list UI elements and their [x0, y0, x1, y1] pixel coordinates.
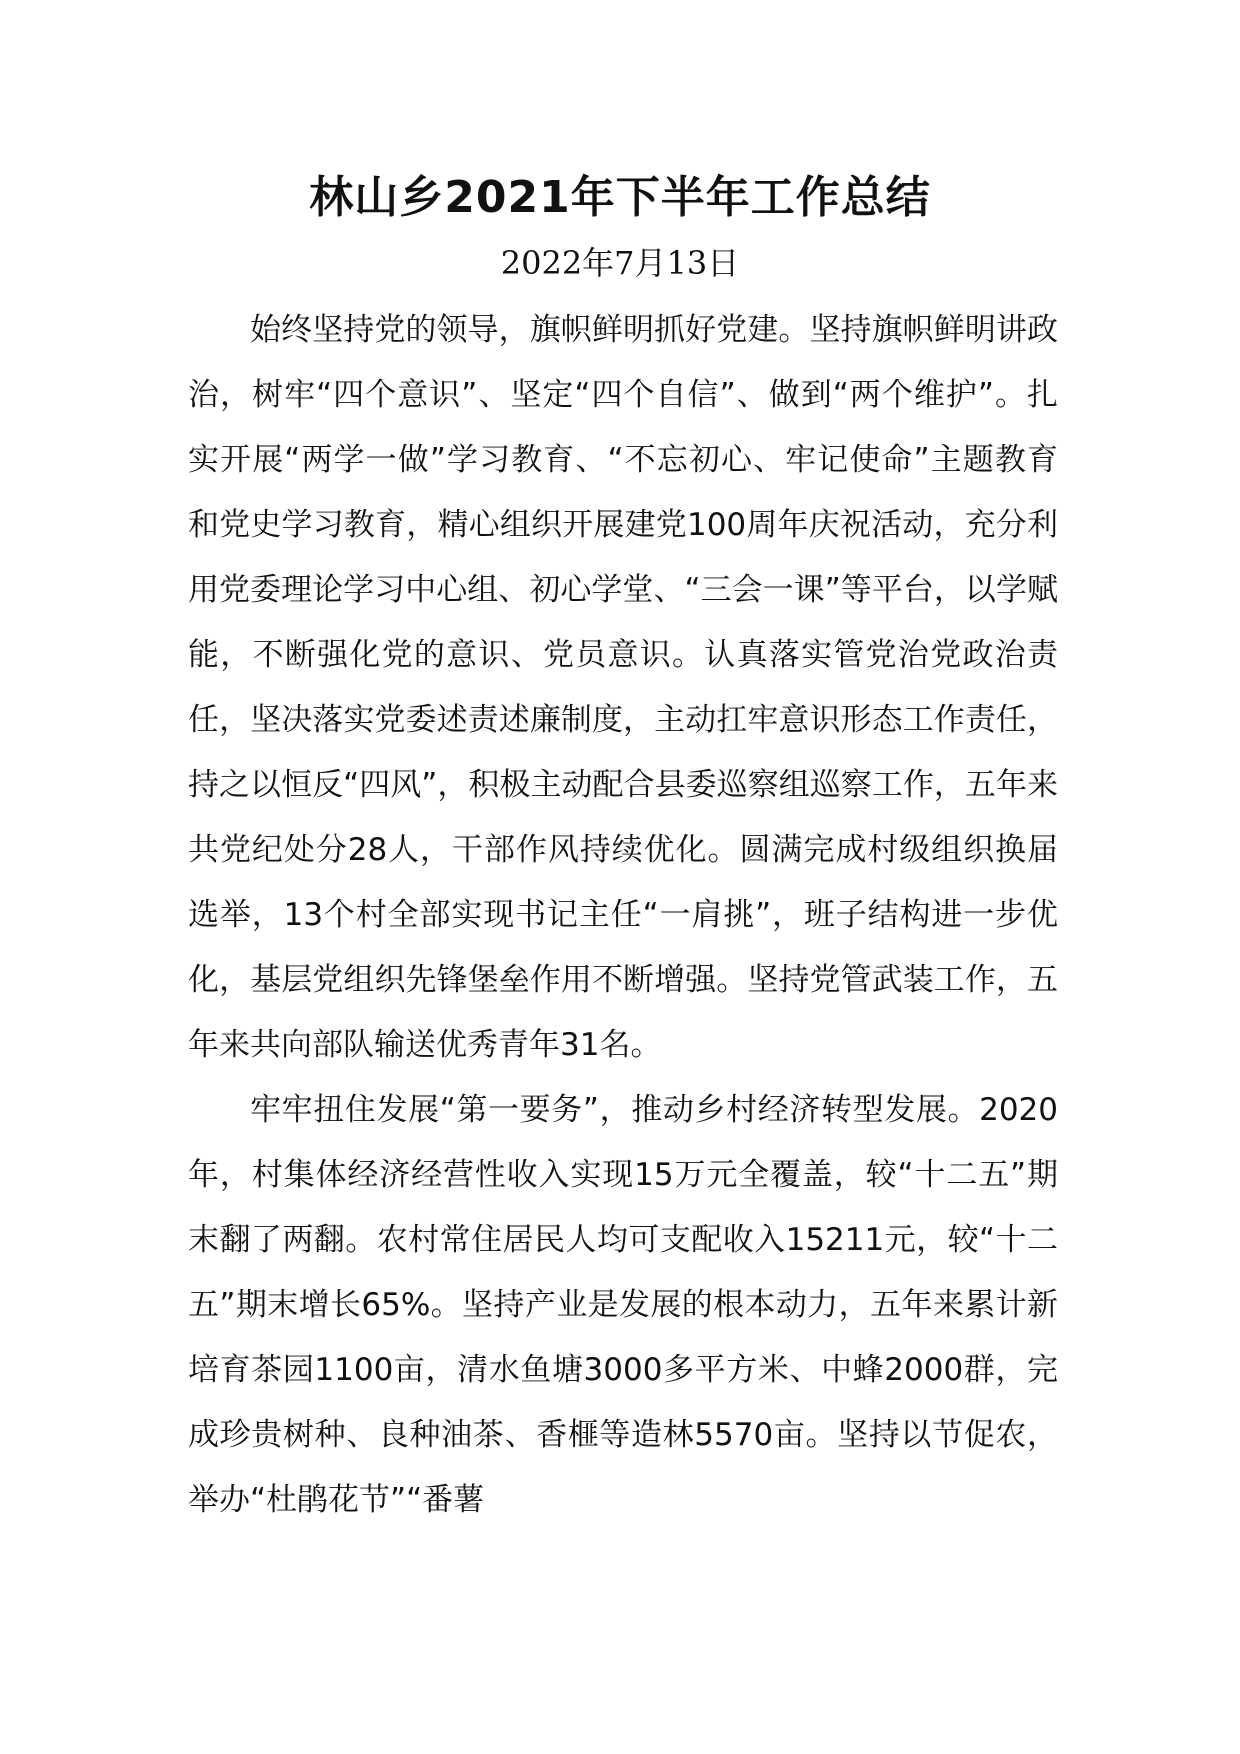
paragraph-economic-development: 牢牢扭住发展“第一要务”，推动乡村经济转型发展。2020年，村集体经济经营性收入实现15万元全覆盖，较“十二五”期末翻了两翻。农村常住居民人均可支配收入15211元，较“十二五”期末增长65%。坚持产业是发展的根本动力，五年来累计新培育茶园1100亩，清水鱼塘3000多平方米、中蜂2000群，完成珍贵树种、良种油茶、香榧等造林5570亩。坚持以节促农，举办“杜鹃花节”“番薯: [188, 1092, 1058, 1518]
document-body: [188, 298, 1058, 1533]
document-date: 2022年7月13日: [500, 244, 740, 282]
paragraph-party-building: 始终坚持党的领导，旗帜鲜明抓好党建。坚持旗帜鲜明讲政治，树牢“四个意识”、坚定“四个自信”、做到“两个维护”。扎实开展“两学一做”学习教育、“不忘初心、牢记使命”主题教育和党史学习教育，精心组织开展建党100周年庆祝活动，充分利用党委理论学习中心组、初心学堂、“三会一课”等平台，以学赋能，不断强化党的意识、党员意识。认真落实管党治党政治责任，坚决落实党委述责述廉制度，主动扛牢意识形态工作责任，持之以恒反“四风”，积极主动配合县委巡察组巡察工作，五年来共党纪处分28人，干部作风持续优化。圆满完成村级组织换届选举，13个村全部实现书记主任“一肩挑”，班子结构进一步优化，基层党组织先锋堡垒作用不断增强。坚持党管武装工作，五年来共向部队输送优秀青年31名。: [188, 312, 1058, 1063]
document-title: 林山乡2021年下半年工作总结: [309, 172, 931, 223]
